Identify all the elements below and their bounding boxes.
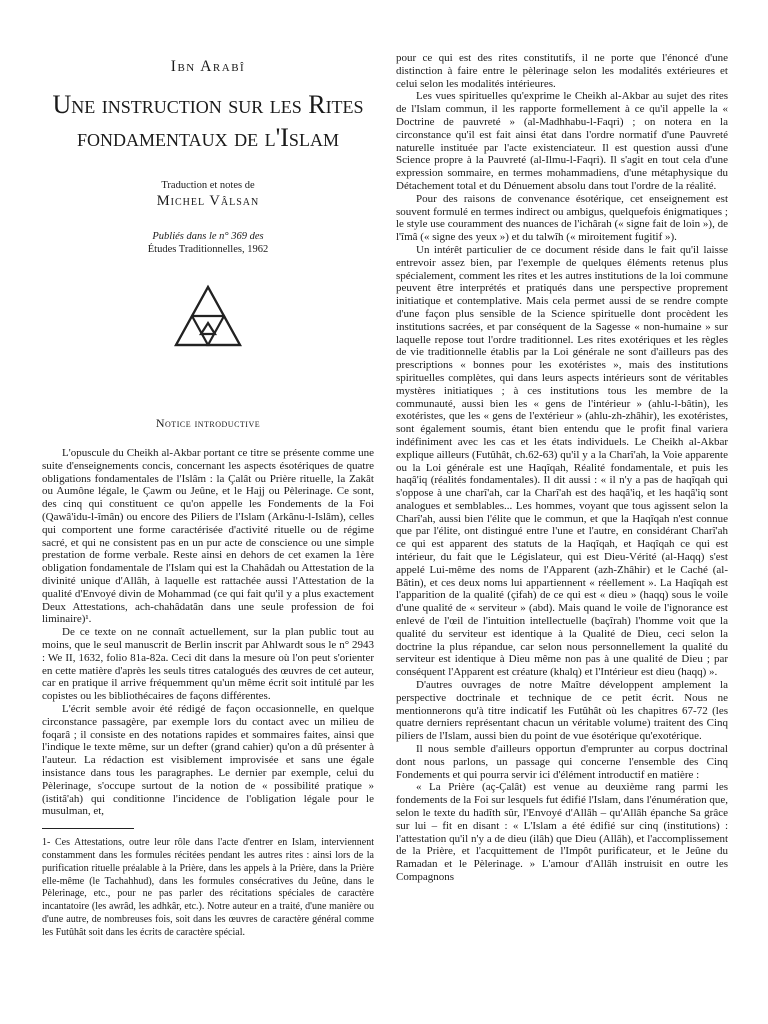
triangle-emblem-icon bbox=[173, 284, 243, 348]
body-paragraph: D'autres ouvrages de notre Maître développent amplement la perspective doctrinale et technique de ce petit écrit. Nous ne mentionnerons qu'à titre indicatif les Futûhât où les chapitres 67-72 (les quatre derniers représentant chacun un véritable volume) traitent des Cinq piliers de l'Islam, aussi bien du point de vue ésotérique qu'exotérique. bbox=[396, 679, 728, 743]
published-in: Publiés dans le n° 369 des bbox=[152, 231, 264, 242]
notice-paragraph: De ce texte on ne connaît actuellement, sur la plan public tout au moins, que le seul manuscrit de Berlin inscrit par Ahlwardt sous le n° 2943 : We II, 1632, folio 81a-82a. Ceci dit dans la mesure où l'on peut s'orienter en cette matière d'après les seuls titres catalogués des œuvres de cet auteur, car en pratique il arrive fréquemment qu'un même écrit soit intitulé par les copistes ou les bibliothécaires de façons différentes. bbox=[42, 626, 374, 703]
article-title: Une instruction sur les Rites fondamentaux de l'Islam bbox=[52, 90, 364, 152]
body-paragraph: pour ce qui est des rites constitutifs, il ne porte que l'énoncé d'une distinction à faire entre le pèlerinage selon les modalités extérieures et celui selon les modalités intérieures. bbox=[396, 52, 728, 90]
author-name: Ibn Arabî bbox=[170, 58, 246, 75]
notice-paragraph: L'écrit semble avoir été rédigé de façon occasionnelle, en quelque circonstance passagère, par exemple lors du contact avec un milieu de foqarâ ; il consiste en des notations rapides et sommaires faites, ainsi que l'indique le texte même, sur un defter (grand cahier) qu'on a dû présenter à l'auteur. La rédaction est visiblement improvisée et sans une égale insistance dans tous les paragraphes. Le dernier par exemple, celui du Pèlerinage, s'occupe surtout de la notion de « possibilité pratique » (istitâ'ah) qui conditionne l'incidence de l'obligation légale pour le musulman, et, bbox=[42, 702, 374, 818]
footnote-divider bbox=[42, 828, 134, 829]
body-paragraph: Il nous semble d'ailleurs opportun d'emprunter au corpus doctrinal dont nous parlons, un passage qui concerne l'ensemble des Cinq Fondements et qui pourra servir ici d'élément introductif en matière : bbox=[396, 743, 728, 781]
journal-line bbox=[42, 243, 374, 256]
body-paragraph: Un intérêt particulier de ce document réside dans le fait qu'il laisse entrevoir assez bien, par l'exemple de quelques éléments retenus plus spécialement, comment les rites et les autres institutions de la loi commune peuvent être interprétés et pratiqués dans une perspective proprement initiatique et contemplative. Mais cela permet aussi de se rendre compte d'une façon plus sensible de la Science spirituelle dont procèdent les institutions sacrées, et par conséquent de la Sagesse « non-humaine » sur laquelle repose tout l'ordre traditionnel. Les rites exotériques et les règles de vie traditionnelle établis par la Loi générale ne sont d'ailleurs pas des prescriptions « bonnes pour les exotéristes », mais des institutions spirituelles complètes, qui dans leurs aspects intérieurs sont de véritables mystères initiatiques ; à ces institutions tous les membre de la communauté, aussi bien les « gens de l'intérieur » (ahlu-l-bâtin), les exotéristes, que les « gens de l'extérieur » (ahlu-zh-zhâhir), les exotéristes, sont également soumis, étant bien entendu que le profit final variera indéfiniment avec les cas et les états individuels. Le Cheikh al-Akbar explique ailleurs (Futûhât, ch.62-63) qu'il y a la Charî'ah, la Voie apparente ou la Loi générale est une Haqîqah, Réalité fondamentale, et puis les haqâ'iq (réalités fondamentales). Il dit aussi : « il n'y a pas de haqîqah qui s'oppose à une charî'ah, car la Charî'ah est des haqâ'iq, et les haqâ'iq sont analogues et semblables... Les hommes, voyant que tous agissent selon la Charî'ah, aussi bien l'élite que le commun, et que la Haqîqah n'est connue que par l'élite, ont distingué entre l'une et l'autre, en considérant Charî'ah ce qui est apparent des statuts de la Haqîqah, et Haqîqah ce qui est intérieur, du fait que le Législateur, qui est Dieu-Vérité (al-Haqq) s'est appelé Lui-même des noms de l'Apparent (azh-Zhâhir) et le Caché (al-Bâtin), et ces deux noms lui appartiennent « réellement ». La Haqîqah est l'apparition de la qualité (çifah) de ce qui est « dieu » (haqq) sous le voile d'une qualité de « serviteur » (abd). Mais quand le voile de l'ignorance est enlevé de l'œil de l'intuition intellectuelle (baçîrah) l'homme voit que la qualité du serviteur est identique à la Qualité de Dieu, ceci selon la doctrine la plus répandue, car selon nous personnellement la qualité du serviteur est identique à Dieu même non pas à une qualité de Dieu ; par conséquent l'Apparent est créature (khalq) et l'Intérieur est dieu (haqq) ». bbox=[396, 243, 728, 679]
body-paragraph: « La Prière (aç-Çalât) est venue au deuxième rang parmi les fondements de la Foi sur lesquels fut édifié l'Islam, dans l'énumération que, selon le texte du hadîth sûr, l'Envoyé d'Allâh – qu'Allâh épanche Sa grâce sur lui – fit en disant : « L'Islam a été édifié sur cinq (institutions) : l'attestation qu'il n'y a de dieu (ilâh) que Dieu (Allâh), et l'accomplissement de la Prière, et l'acquittement de l'Impôt purificateur, et le Jeûne du Ramadan et le Pèlerinage. » L'amour d'Allâh instruisit en outre les Compagnons bbox=[396, 781, 728, 883]
translation-label: Traduction et notes de bbox=[161, 180, 255, 191]
translator-name: Michel Vâlsan bbox=[156, 193, 260, 209]
notice-heading: Notice introductive bbox=[155, 416, 261, 430]
journal-name: Études Traditionnelles, 1962 bbox=[147, 244, 269, 255]
publication-line bbox=[42, 230, 374, 243]
body-paragraph: Pour des raisons de convenance ésotérique, cet enseignement est souvent formulé en termes indirect ou ambigus, quelquefois énigmatiques ; le style use couramment des nuances de l'ichârah (« signe fait de loin »), de l'îmâ (« signe des yeux ») et du talwîh (« miroitement fugitif »). bbox=[396, 192, 728, 244]
right-column bbox=[396, 52, 728, 884]
footnote-1: 1- Ces Attestations, outre leur rôle dans l'acte d'entrer en Islam, interviennent constamment dans les formules récitées pendant les autres rites : ainsi lors de la purification rituelle préalable à la Prière, dans les appels à la Prière, dans la Prière elle-même (le Tachahhud), dans les formules consécratives du Jeûne, dans le Pèlerinage, etc., pour ne pas parler des récitations spéciales de caractère incantatoire (les awrâd, les adhkâr, etc.). Notre auteur en a traité, d'une manière ou d'une autre, de nombreuses fois, soit dans les œuvres de caractère général comme les Futûhât soit dans les écrits de caractère spécial. bbox=[42, 837, 374, 938]
body-paragraph: Les vues spirituelles qu'exprime le Cheikh al-Akbar au sujet des rites de l'Islam commun, il les rapporte formellement à ce qu'il appelle la « Doctrine de pauvreté » (al-Madhhabu-l-Faqri) ; on notera en la circonstance qu'il est fait ainsi état dans l'ordre normatif d'une Pauvreté naturelle instituée par l'acte existenciateur. Il est question aussi d'une Science propre à la Pauvreté (al-Ilmu-l-Faqri). Il s'agit en tout cela d'une expression sommaire, en termes mohammadiens, d'une métaphysique du Détachement total et du Dénuement absolu dans tout l'ordre de la réalité. bbox=[396, 90, 728, 192]
notice-paragraph: L'opuscule du Cheikh al-Akbar portant ce titre se présente comme une suite d'enseignements concis, concernant les aspects ésotériques de quatre obligations fondamentales de l'Islâm : la Çalât ou Prière rituelle, la Zakât ou Aumône légale, le Çawm ou Jeûne, et le Hajj ou Pèlerinage. Ce sont, des cinq qui constituent ce qu'on appelle les Fondements de la Foi (Qawâ'idu-l-îmân) ou encore des Piliers de l'Islam (Arkânu-l-Islâm), celles qui comportent une forme caractérisée d'activité rituelle ou de régime sacré, et qui ne consistent pas en un pur acte de conscience ou une simple prestation de forme verbale. Reste ainsi en dehors de cet examen la 1ère obligation fondamentale de l'Islam qui est la Chahâdah ou Attestation de la divinité unique d'Allâh, à laquelle est rattachée aussi l'Attestation de la qualité d'Envoyé divin de Mohammad (ce qui fait qu'il y a plus exactement Deux Attestations, ach-chahâdatân dans une seule profession de foi liminaire)¹. bbox=[42, 447, 374, 626]
left-column bbox=[42, 52, 374, 939]
